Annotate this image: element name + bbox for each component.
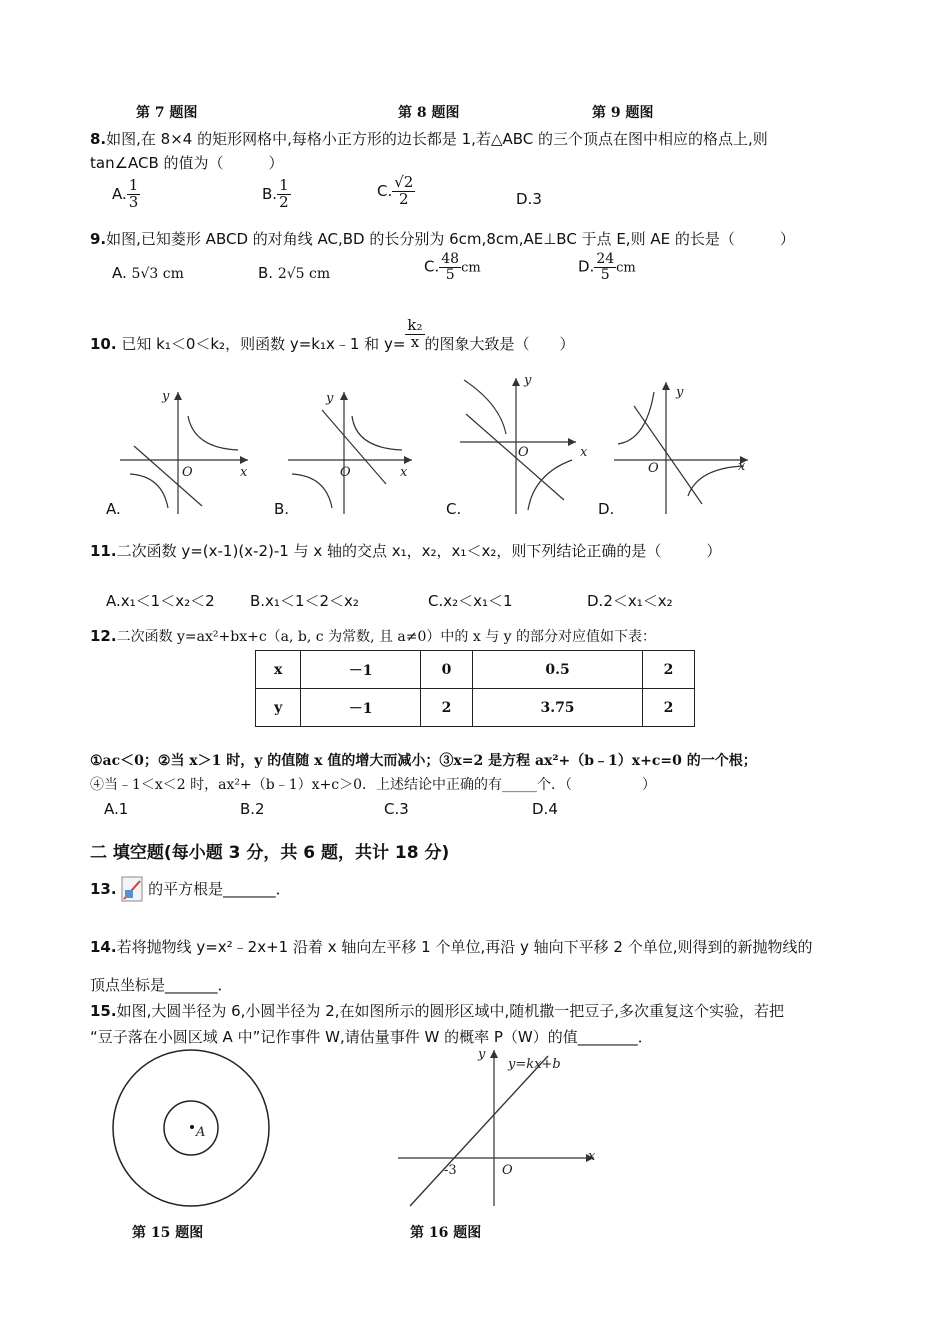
q11-option-b[interactable]: B.x₁＜1＜2＜x₂: [250, 592, 359, 610]
fraction: $\frac{√2}{2}$: [394, 173, 414, 208]
svg-text:-3: -3: [444, 1163, 457, 1178]
q11-number: 11.: [90, 542, 117, 560]
q11-line: 11.二次函数 y=(x-1)(x-2)-1 与 x 轴的交点 x₁，x₂，x₁＜x₂，则下列结论正确的是（ ）: [90, 542, 722, 560]
q9-line: [90, 228, 795, 249]
q12-option-c[interactable]: C.3: [384, 800, 409, 818]
q8-number: 8.: [90, 130, 107, 148]
q10-option-c[interactable]: C.: [446, 500, 462, 518]
q14-line1: 14.若将抛物线 y=x²﹣2x+1 沿着 x 轴向左平移 1 个单位,再沿 y 轴向下平移 2 个单位,则得到的新抛物线的: [90, 938, 813, 956]
q16-line-graph: [398, 1046, 604, 1210]
q8-option-a[interactable]: A. $\frac{1}{3}$: [112, 176, 139, 211]
q9-number: 9.: [90, 230, 107, 248]
svg-text:y=kx+b: y=kx+b: [508, 1057, 561, 1072]
caption-q7: 第 7 题图: [136, 105, 198, 121]
q9-text: 如图,已知菱形 ABCD 的对角线 AC,BD 的长分别为 6cm,8cm,AE⊥BC 于点 E,则 AE 的长是（ ）: [106, 230, 795, 248]
fraction: $\frac{1}{3}$: [128, 176, 139, 211]
table-row: x －1 0 0.5 2: [256, 651, 695, 689]
q12-value-table: [255, 650, 695, 727]
caption-q16: 第 16 题图: [410, 1225, 482, 1241]
svg-text:O: O: [182, 465, 193, 480]
caption-q8: 第 8 题图: [398, 105, 460, 121]
svg-text:x: x: [400, 465, 408, 480]
q10-graph-d: [614, 378, 750, 514]
table-row: y －1 2 3.75 2: [256, 689, 695, 727]
q12-number: 12.: [90, 627, 117, 645]
q15-line2: “豆子落在小圆区域 A 中”记作事件 W,请估量事件 W 的概率 P（W）的值________．: [90, 1028, 653, 1046]
q11-option-d[interactable]: D.2＜x₁＜x₂: [587, 592, 673, 610]
q8-text: 如图,在 8×4 的矩形网格中,每格小正方形的边长都是 1,若△ABC 的三个顶点在图中相应的格点上,则: [106, 130, 768, 148]
section-title: 二 填空题(每小题 3 分，共 6 题，共计 18 分): [90, 843, 450, 863]
q8-line2: tan∠ACB 的值为（ ）: [90, 154, 284, 172]
q10-graph-a: [120, 388, 250, 514]
q15-circles-figure: [108, 1046, 274, 1210]
q10-option-b[interactable]: B.: [274, 500, 290, 518]
fraction: $\frac{1}{2}$: [279, 176, 289, 211]
q9-option-a[interactable]: A. 5√3 cm: [112, 264, 184, 282]
svg-text:y: y: [524, 373, 532, 388]
q11-option-a[interactable]: A.x₁＜1＜x₂＜2: [106, 592, 215, 610]
q13-number: 13.: [90, 880, 117, 898]
q14-line2: 顶点坐标是_______．: [90, 976, 233, 994]
svg-text:x: x: [580, 445, 588, 460]
q12-option-b[interactable]: B.2: [240, 800, 265, 818]
q10-number: 10.: [90, 334, 117, 353]
q8-option-c[interactable]: C. $\frac{√2}{2}$: [377, 173, 414, 208]
svg-text:y: y: [326, 391, 334, 406]
broken-image-icon: [121, 876, 143, 902]
q9-option-c[interactable]: C. $\frac{48}{5}$ cm: [424, 251, 481, 283]
q8-option-b[interactable]: B. $\frac{1}{2}$: [262, 176, 289, 211]
q15-number: 15.: [90, 1002, 117, 1020]
q10-option-a[interactable]: A.: [106, 500, 121, 518]
q9-option-b[interactable]: B. 2√5 cm: [258, 264, 331, 282]
q9-option-d[interactable]: D. $\frac{24}{5}$ cm: [578, 251, 636, 283]
svg-text:O: O: [340, 465, 351, 480]
svg-text:A: A: [196, 1125, 206, 1140]
q10-graph-c: [460, 374, 588, 514]
q10-line: 10. 已知 k₁＜0＜k₂，则函数 y=k₁x﹣1 和 y= $\frac{\text{k₂}}{x}$ 的图象大致是（ ）: [90, 316, 575, 353]
svg-text:O: O: [518, 445, 529, 460]
svg-text:y: y: [162, 389, 170, 404]
caption-q9: 第 9 题图: [592, 105, 654, 121]
q12-option-a[interactable]: A.1: [104, 800, 129, 818]
q8-option-d[interactable]: D.3: [516, 190, 542, 208]
svg-text:x: x: [588, 1149, 596, 1164]
q14-number: 14.: [90, 938, 117, 956]
svg-text:x: x: [240, 465, 248, 480]
caption-q15: 第 15 题图: [132, 1225, 204, 1241]
svg-text:O: O: [648, 461, 659, 476]
svg-text:y: y: [676, 385, 684, 400]
q10-graph-b: [288, 388, 418, 514]
q8-line1: [90, 128, 768, 149]
svg-text:x: x: [738, 459, 746, 474]
q12-statements-1: ①ac＜0；②当 x＞1 时，y 的值随 x 值的增大而减小；③x=2 是方程 ax²+（b﹣1）x+c=0 的一个根；: [90, 753, 757, 769]
svg-text:y: y: [478, 1047, 486, 1062]
q12-option-d[interactable]: D.4: [532, 800, 558, 818]
q13-line: 13. 的平方根是_______．: [90, 876, 291, 902]
q12-statements-2: ④当﹣1＜x＜2 时，ax²+（b﹣1）x+c＞0．上述结论中正确的有_____个．（ ）: [90, 777, 656, 793]
q12-line: 12.二次函数 y=ax²+bx+c（a, b, c 为常数, 且 a≠0）中的 x 与 y 的部分对应值如下表：: [90, 627, 657, 645]
q15-line1: 15.如图,大圆半径为 6,小圆半径为 2,在如图所示的圆形区域中,随机撒一把豆子,多次重复这个实验，若把: [90, 1002, 785, 1020]
svg-text:O: O: [502, 1163, 513, 1178]
q10-option-d[interactable]: D.: [598, 500, 615, 518]
q11-option-c[interactable]: C.x₂＜x₁＜1: [428, 592, 513, 610]
